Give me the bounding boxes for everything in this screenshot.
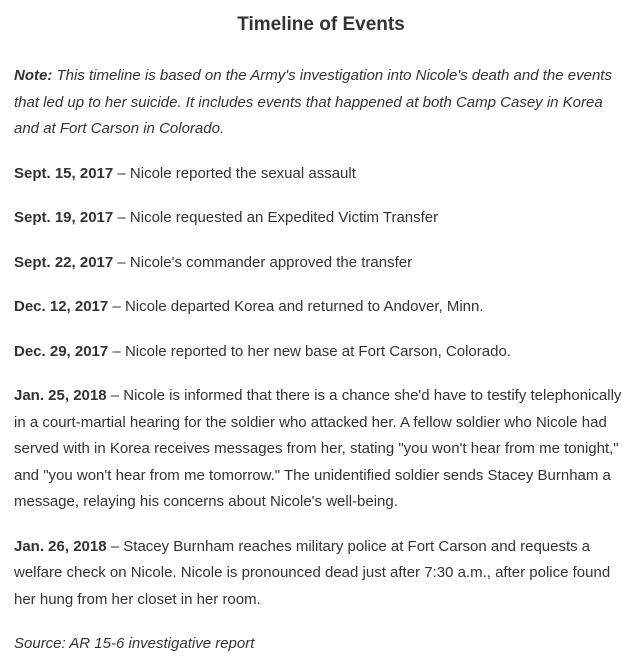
event-text: Nicole requested an Expedited Victim Transfer bbox=[129, 209, 439, 226]
note-paragraph bbox=[14, 63, 628, 143]
timeline-event bbox=[14, 205, 628, 232]
event-dash: – bbox=[112, 298, 121, 315]
event-date: Dec. 12, 2017 bbox=[14, 298, 109, 315]
page-title: Timeline of Events bbox=[237, 14, 405, 35]
event-dash: – bbox=[110, 387, 120, 404]
event-date: Jan. 25, 2018 bbox=[14, 387, 107, 404]
event-dash: – bbox=[110, 537, 120, 555]
timeline-event bbox=[14, 383, 628, 516]
note-label: Note: bbox=[14, 67, 53, 84]
timeline-event bbox=[14, 534, 628, 614]
timeline-event bbox=[14, 339, 628, 366]
timeline-event bbox=[14, 294, 628, 321]
event-date: Sept. 22, 2017 bbox=[14, 253, 114, 271]
source-line: Source: AR 15-6 investigative report bbox=[14, 635, 255, 652]
event-text: Nicole reported the sexual assault bbox=[129, 164, 356, 182]
event-dash: – bbox=[117, 253, 126, 271]
event-text: Stacey Burnham reaches military police at Fort Carson and requests a welfare check on Nicole. Nicole is pronounced dead just after 7:30 a.m., after police found her hung from her closet in her room. bbox=[14, 537, 611, 608]
event-text: Nicole reported to her new base at Fort Carson, Colorado. bbox=[124, 342, 511, 360]
event-text: Nicole is informed that there is a chance she'd have to testify telephonically in a court-martial hearing for the soldier who attacked her. A fellow soldier who Nicole had served with in Korea receives messages from her, stating "you won't hear from me tonight," and "you won't hear from me tomorrow." The unidentified soldier sends Stacey Burnham a message, relaying his concerns about Nicole's well-being. bbox=[14, 387, 622, 510]
event-date: Sept. 19, 2017 bbox=[14, 209, 114, 226]
event-dash: – bbox=[117, 209, 126, 226]
event-date: Sept. 15, 2017 bbox=[14, 164, 114, 182]
event-text: Nicole's commander approved the transfer bbox=[129, 253, 413, 271]
event-text: Nicole departed Korea and returned to Andover, Minn. bbox=[124, 298, 484, 315]
event-dash: – bbox=[117, 164, 126, 182]
event-date: Jan. 26, 2018 bbox=[14, 537, 107, 555]
timeline-event bbox=[14, 250, 628, 277]
timeline-event bbox=[14, 161, 628, 188]
event-dash: – bbox=[112, 342, 121, 360]
note-text: This timeline is based on the Army's investigation into Nicole's death and the events that led up to her suicide. It includes events that happened at both Camp Casey in Korea and at Fort Carson in Colorado. bbox=[14, 67, 612, 137]
event-date: Dec. 29, 2017 bbox=[14, 342, 109, 360]
